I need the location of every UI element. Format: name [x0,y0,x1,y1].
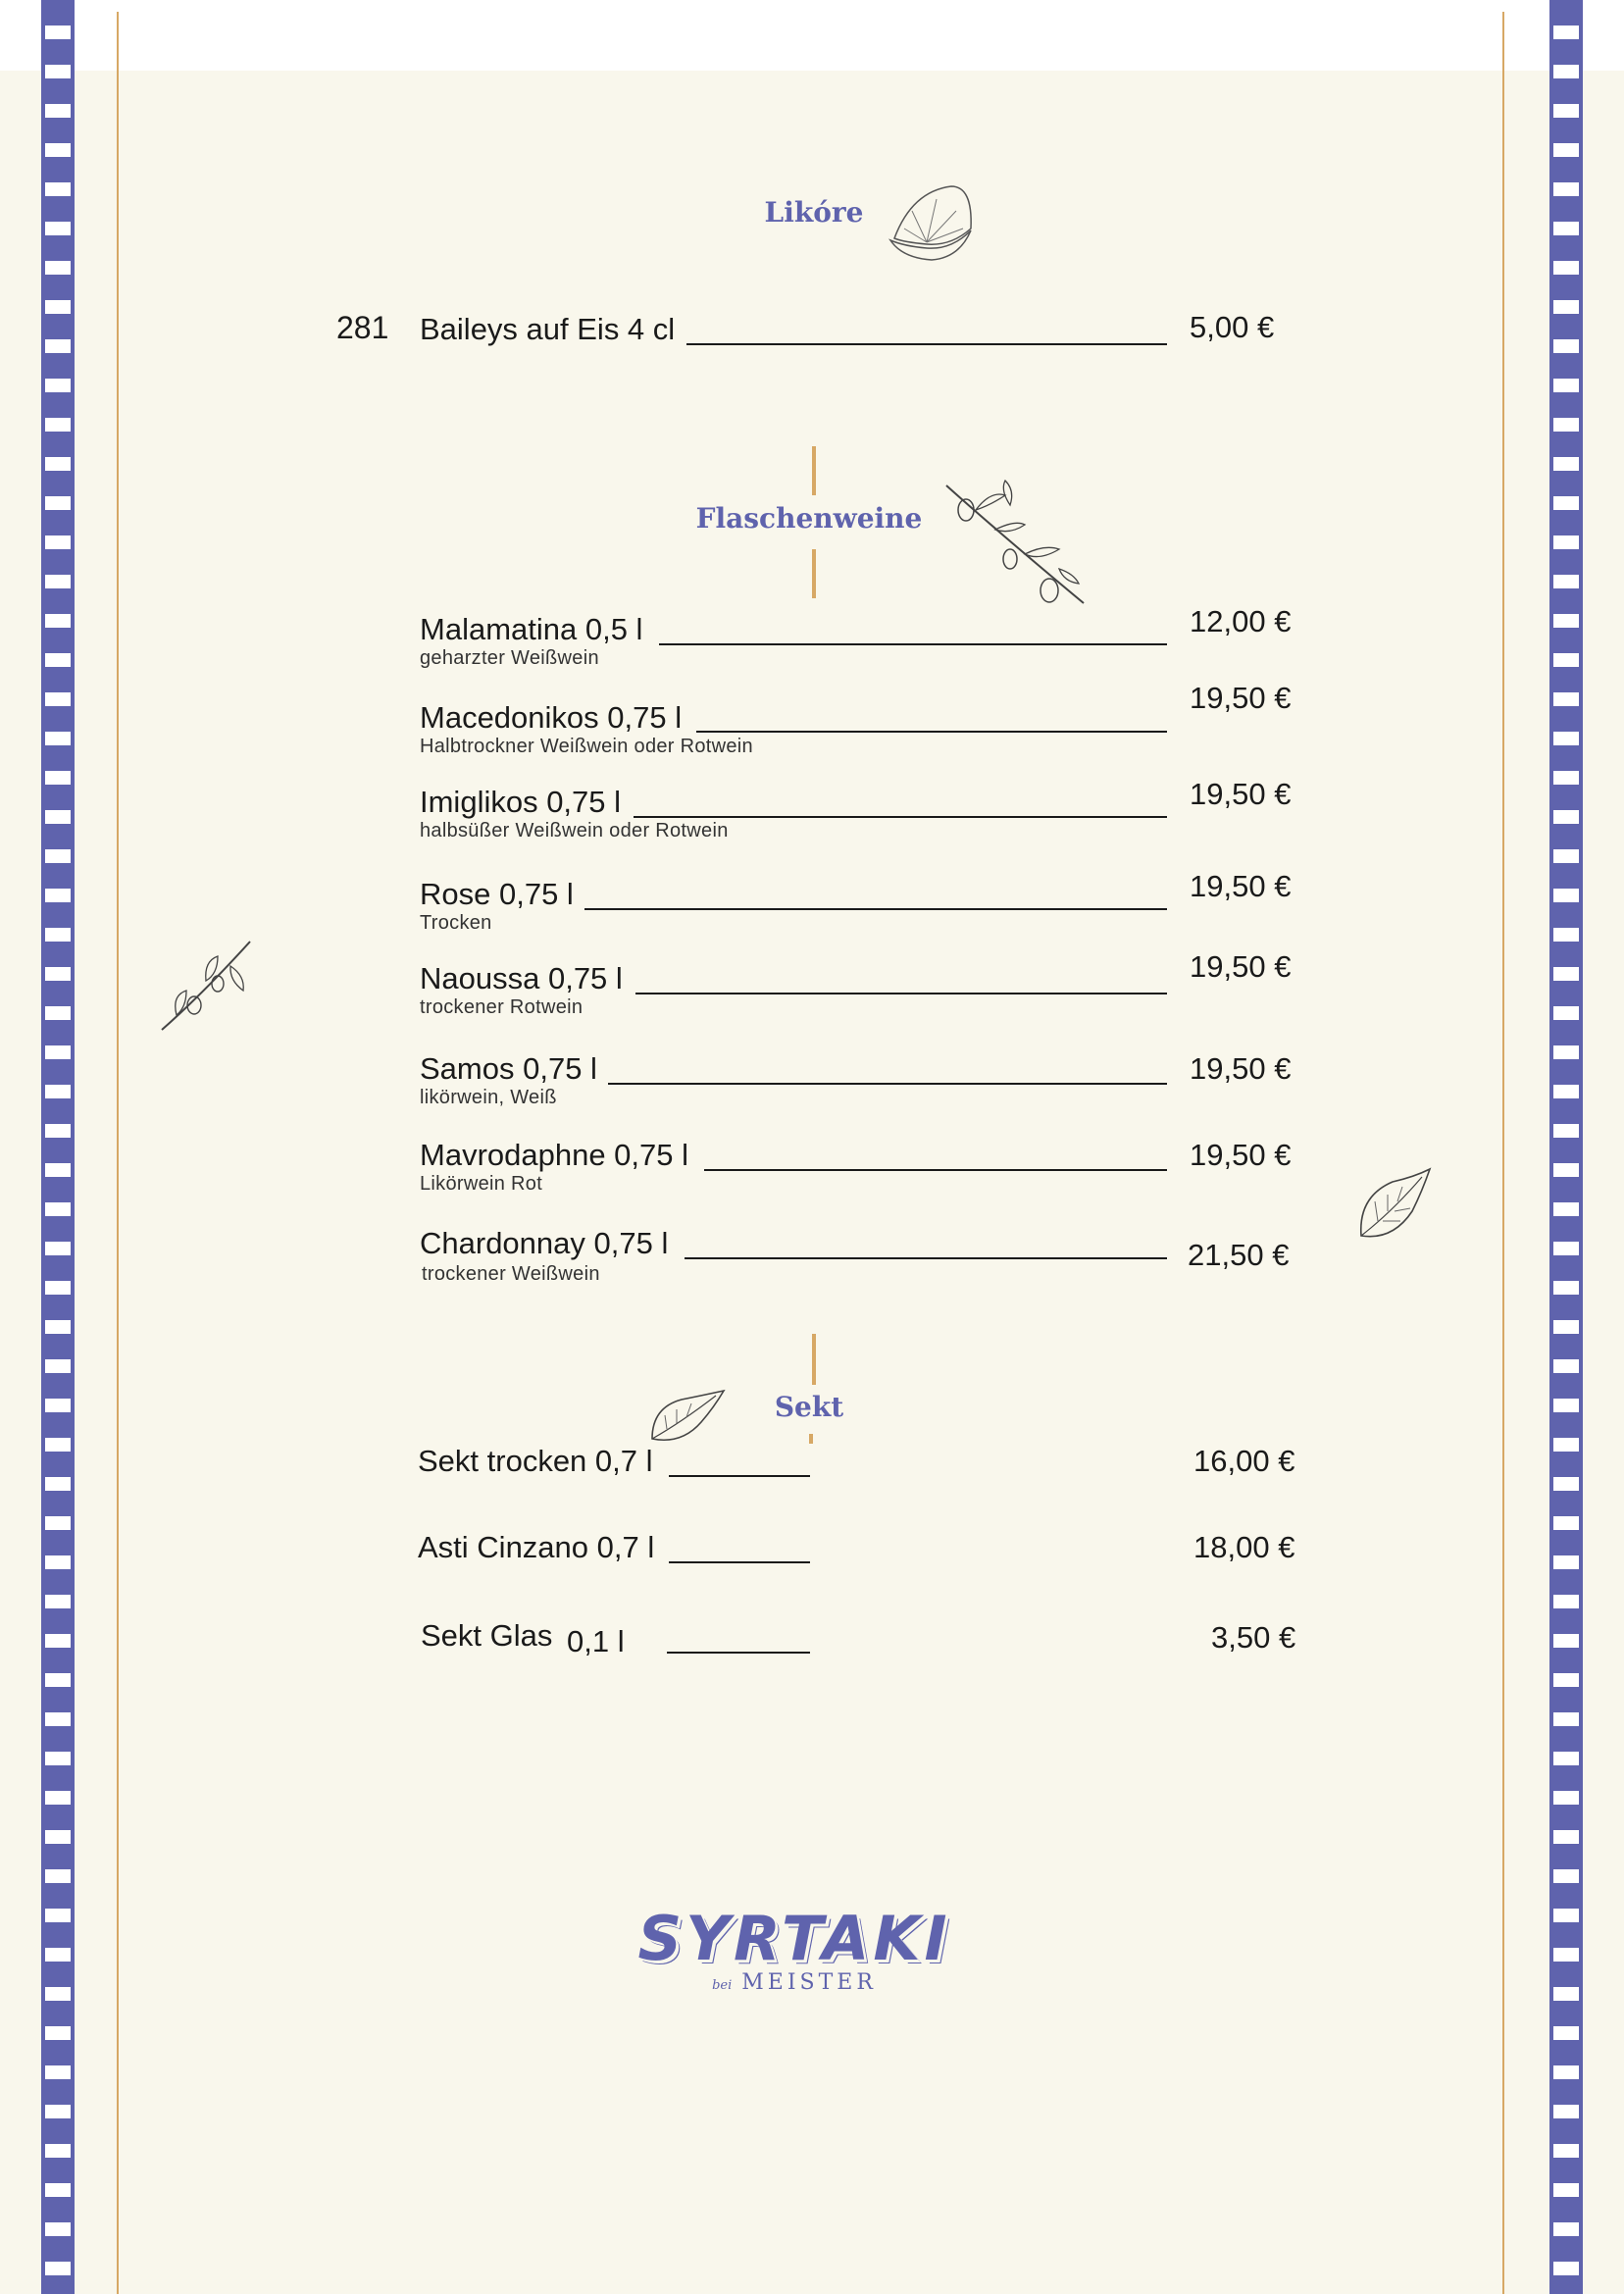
right-checker-border [1549,0,1583,2294]
item-price: 16,00 € [1193,1444,1295,1478]
item-name: Mavrodaphne 0,75 l [420,1138,689,1172]
item-price: 19,50 € [1190,869,1292,903]
item-price: 19,50 € [1190,1051,1292,1086]
item-number: 281 [336,310,389,345]
leaf-icon [1353,1167,1432,1246]
item-price: 19,50 € [1190,681,1292,715]
dotted-leader-line [669,1475,810,1477]
logo-meister: MEISTER [741,1970,877,1995]
lemon-slice-icon [883,181,976,265]
logo-title: SYRTAKI [637,1903,951,1974]
syrtaki-logo [628,1903,961,1995]
gold-divider-bottom [809,1434,813,1444]
item-description: trockener Weißwein [422,1263,600,1285]
item-description: halbsüßer Weißwein oder Rotwein [420,820,729,841]
left-gold-line [117,12,119,2294]
item-name: Malamatina 0,5 l [420,612,643,646]
item-name: Rose 0,75 l [420,877,574,911]
item-name: Sekt Glas [421,1618,553,1653]
item-name: Imiglikos 0,75 l [420,785,622,819]
item-description: Trocken [420,912,492,934]
olive-branch-icon [937,471,1093,613]
dotted-leader-line [667,1652,810,1654]
item-description: trockener Rotwein [420,996,584,1018]
item-price: 21,50 € [1188,1238,1290,1272]
item-price: 3,50 € [1211,1620,1296,1655]
right-gold-line [1502,12,1504,2294]
gold-divider-top [812,446,816,495]
dotted-leader-line [635,993,1167,994]
dotted-leader-line [608,1083,1167,1085]
section-title-sekt: Sekt [774,1391,844,1423]
olive-branch-icon [157,937,255,1040]
item-description: geharzter Weißwein [420,647,599,669]
item-description: Likörwein Rot [420,1173,543,1195]
item-name-baileys: Baileys auf Eis 4 cl [420,312,676,346]
item-name: Samos 0,75 l [420,1051,597,1086]
item-name: Macedonikos 0,75 l [420,700,683,735]
dotted-leader-line [686,343,1167,345]
dotted-leader-line [696,731,1167,733]
item-name: Asti Cinzano 0,7 l [418,1530,655,1564]
section-title-flaschenweine: Flaschenweine [695,502,923,535]
item-price: 12,00 € [1190,604,1292,638]
dotted-leader-line [584,908,1167,910]
dotted-leader-line [659,643,1167,645]
dotted-leader-line [669,1561,810,1563]
gold-divider-bottom [812,549,816,598]
logo-bei: bei [712,1978,733,1993]
item-name: Sekt trocken 0,7 l [418,1444,653,1478]
item-size: 0,1 l [567,1624,625,1658]
item-price: 19,50 € [1190,777,1292,811]
item-price: 19,50 € [1190,1138,1292,1172]
item-price: 18,00 € [1193,1530,1295,1564]
section-title-likoere: Likóre [764,196,864,229]
item-price: 19,50 € [1190,949,1292,984]
leaf-icon [647,1388,726,1445]
item-description: likörwein, Weiß [420,1087,557,1108]
item-description: Halbtrockner Weißwein oder Rotwein [420,736,753,757]
dotted-leader-line [634,816,1167,818]
dotted-leader-line [685,1257,1167,1259]
left-checker-border [41,0,75,2294]
item-name: Chardonnay 0,75 l [420,1226,669,1260]
item-name: Naoussa 0,75 l [420,961,623,995]
item-price: 5,00 € [1190,310,1275,344]
dotted-leader-line [704,1169,1167,1171]
gold-divider-top [812,1334,816,1385]
